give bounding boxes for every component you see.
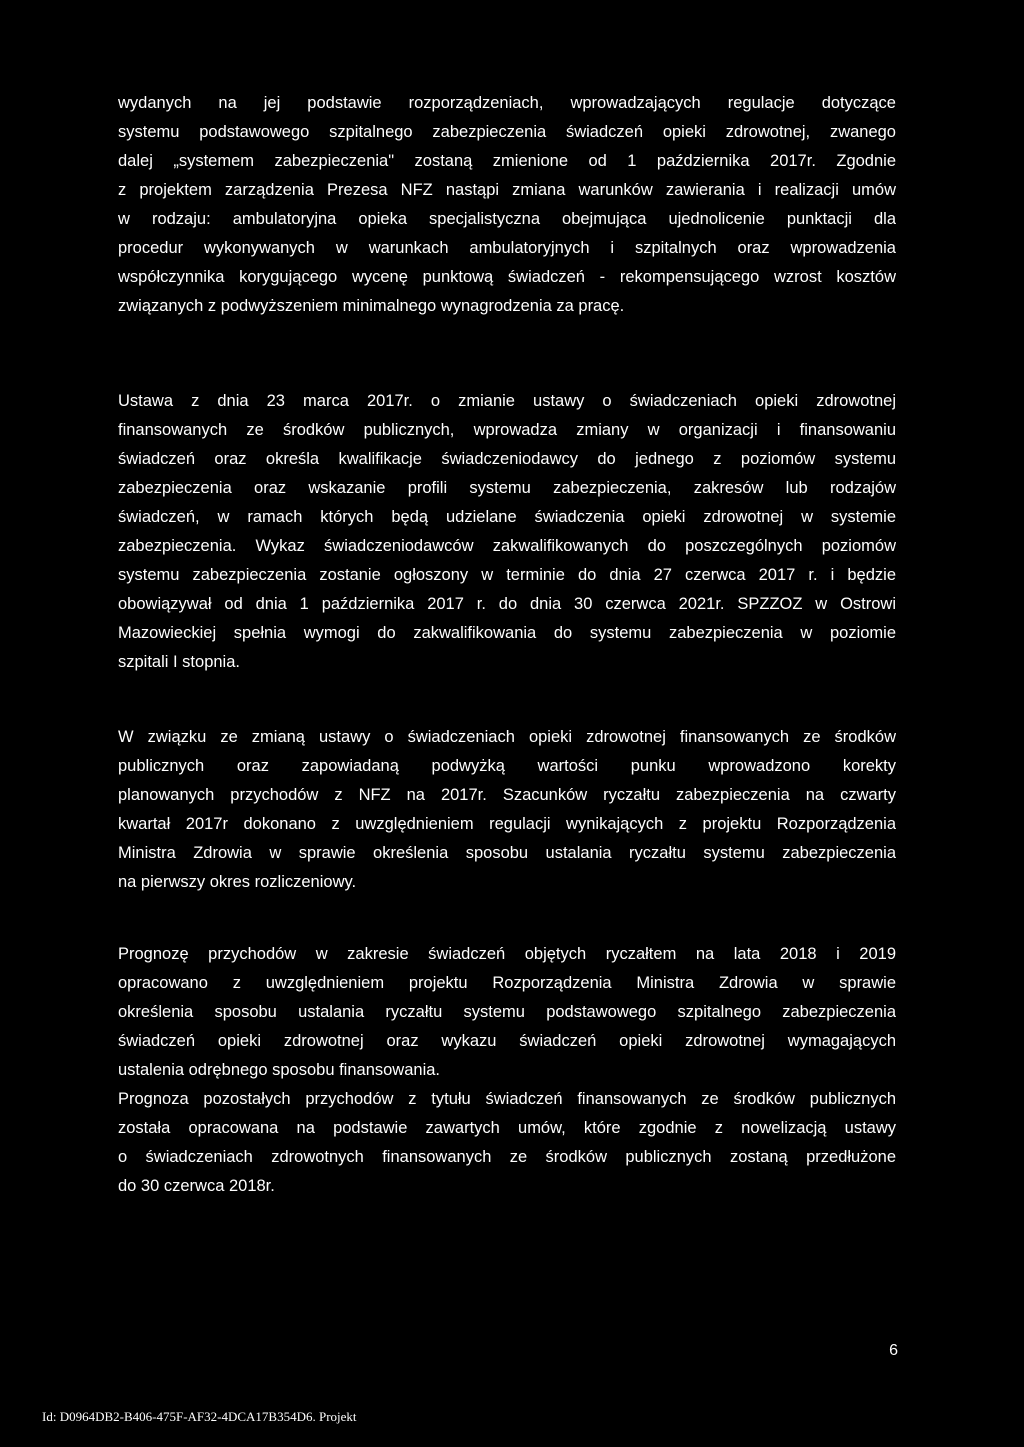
- text-line: w rodzaju: ambulatoryjna opieka specjalistyczna obejmująca ujednolicenie punktacji dla: [118, 210, 896, 228]
- text-line: kwartał 2017r dokonano z uwzględnieniem regulacji wynikających z projektu Rozporządzenia: [118, 815, 896, 833]
- text-line: zabezpieczenia oraz wskazanie profili systemu zabezpieczenia, zakresów lub rodzajów: [118, 479, 896, 497]
- page-number: 6: [889, 1342, 898, 1359]
- document-id-footer: Id: D0964DB2-B406-475F-AF32-4DCA17B354D6. Projekt: [42, 1409, 357, 1424]
- text-line: szpitali I stopnia.: [118, 653, 240, 671]
- text-line: obowiązywał od dnia 1 października 2017 r. do dnia 30 czerwca 2021r. SPZZOZ w Ostrowi: [118, 595, 896, 613]
- text-line: ustalenia odrębnego sposobu finansowania.: [118, 1061, 440, 1079]
- text-line: z projektem zarządzenia Prezesa NFZ nastąpi zmiana warunków zawierania i realizacji umów: [118, 181, 896, 199]
- text-line: Prognoza pozostałych przychodów z tytułu świadczeń finansowanych ze środków publicznych: [118, 1090, 896, 1108]
- text-line: systemu zabezpieczenia zostanie ogłoszony w terminie do dnia 27 czerwca 2017 r. i będzie: [118, 566, 896, 584]
- text-line: zabezpieczenia. Wykaz świadczeniodawców zakwalifikowanych do poszczególnych poziomów: [118, 537, 896, 555]
- text-line: wydanych na jej podstawie rozporządzeniach, wprowadzających regulacje dotyczące: [118, 94, 896, 112]
- text-line: opracowano z uwzględnieniem projektu Rozporządzenia Ministra Zdrowia w sprawie: [118, 974, 896, 992]
- text-line: określenia sposobu ustalania ryczałtu systemu podstawowego szpitalnego zabezpieczenia: [118, 1003, 896, 1021]
- text-line: współczynnika korygującego wycenę punktową świadczeń - rekompensującego wzrost kosztów: [118, 268, 896, 286]
- text-line: świadczeń, w ramach których będą udzielane świadczenia opieki zdrowotnej w systemie: [118, 508, 896, 526]
- text-line: Ministra Zdrowia w sprawie określenia sposobu ustalania ryczałtu systemu zabezpieczenia: [118, 844, 896, 862]
- text-line: publicznych oraz zapowiadaną podwyżką wartości punku wprowadzono korekty: [118, 757, 896, 775]
- text-line: świadczeń opieki zdrowotnej oraz wykazu świadczeń opieki zdrowotnej wymagających: [118, 1032, 896, 1050]
- text-line: finansowanych ze środków publicznych, wprowadza zmiany w organizacji i finansowaniu: [118, 421, 896, 439]
- text-line: związanych z podwyższeniem minimalnego wynagrodzenia za pracę.: [118, 297, 625, 315]
- text-line: o świadczeniach zdrowotnych finansowanych ze środków publicznych zostaną przedłużone: [118, 1148, 896, 1166]
- text-line: systemu podstawowego szpitalnego zabezpieczenia świadczeń opieki zdrowotnej, zwanego: [118, 123, 896, 141]
- text-line: do 30 czerwca 2018r.: [118, 1177, 275, 1195]
- text-line: Mazowieckiej spełnia wymogi do zakwalifikowania do systemu zabezpieczenia w poziomie: [118, 624, 896, 642]
- text-line: procedur wykonywanych w warunkach ambulatoryjnych i szpitalnych oraz wprowadzenia: [118, 239, 896, 257]
- text-line: została opracowana na podstawie zawartych umów, które zgodnie z nowelizacją ustawy: [118, 1119, 896, 1137]
- text-line: Ustawa z dnia 23 marca 2017r. o zmianie ustawy o świadczeniach opieki zdrowotnej: [118, 392, 896, 410]
- text-line: planowanych przychodów z NFZ na 2017r. Szacunków ryczałtu zabezpieczenia na czwarty: [118, 786, 896, 804]
- text-line: W związku ze zmianą ustawy o świadczeniach opieki zdrowotnej finansowanych ze środków: [118, 728, 896, 746]
- text-line: świadczeń oraz określa kwalifikacje świadczeniodawcy do jednego z poziomów systemu: [118, 450, 896, 468]
- text-line: na pierwszy okres rozliczeniowy.: [118, 873, 357, 891]
- text-line: dalej „systemem zabezpieczenia" zostaną zmienione od 1 października 2017r. Zgodnie: [118, 152, 896, 170]
- text-line: Prognozę przychodów w zakresie świadczeń objętych ryczałtem na lata 2018 i 2019: [118, 945, 896, 963]
